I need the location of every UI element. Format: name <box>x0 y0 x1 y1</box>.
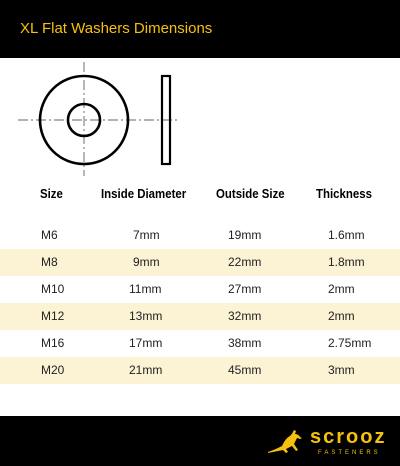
cell-size: M12 <box>41 309 65 323</box>
kangaroo-icon <box>266 428 308 454</box>
cell-inside-diameter: 21mm <box>129 363 163 377</box>
cell-thickness: 1.6mm <box>328 228 365 242</box>
cell-outside-size: 45mm <box>228 363 262 377</box>
cell-outside-size: 38mm <box>228 336 262 350</box>
table-row <box>0 276 400 303</box>
page-header <box>0 0 400 58</box>
table-row <box>0 222 400 249</box>
table-row <box>0 330 400 357</box>
column-header-inside-diameter: Inside Diameter <box>101 186 187 201</box>
column-header-size: Size <box>40 186 63 201</box>
cell-inside-diameter: 9mm <box>133 255 160 269</box>
cell-size: M16 <box>41 336 65 350</box>
brand-tagline: FASTENERS <box>318 450 381 456</box>
page-footer <box>0 416 400 466</box>
cell-outside-size: 22mm <box>228 255 262 269</box>
cell-inside-diameter: 11mm <box>129 282 162 296</box>
brand-name: scrooz <box>310 426 387 448</box>
cell-size: M8 <box>41 255 58 269</box>
cell-thickness: 1.8mm <box>328 255 365 269</box>
cell-inside-diameter: 13mm <box>129 309 163 323</box>
cell-outside-size: 32mm <box>228 309 262 323</box>
brand-logo <box>266 426 396 460</box>
cell-thickness: 2mm <box>328 282 355 296</box>
cell-outside-size: 27mm <box>228 282 262 296</box>
cell-outside-size: 19mm <box>228 228 262 242</box>
table-row <box>0 357 400 384</box>
column-header-outside-size: Outside Size <box>216 186 285 201</box>
washer-diagram <box>0 58 400 180</box>
washer-drawing <box>0 58 400 180</box>
cell-inside-diameter: 17mm <box>129 336 163 350</box>
cell-thickness: 3mm <box>328 363 355 377</box>
cell-size: M10 <box>41 282 65 296</box>
cell-inside-diameter: 7mm <box>133 228 160 242</box>
cell-size: M6 <box>41 228 58 242</box>
page-title: XL Flat Washers Dimensions <box>20 20 213 37</box>
table-body <box>0 222 400 384</box>
table-row <box>0 249 400 276</box>
table-header <box>0 182 400 206</box>
cell-size: M20 <box>41 363 65 377</box>
table-row <box>0 303 400 330</box>
column-header-thickness: Thickness <box>316 186 372 201</box>
cell-thickness: 2mm <box>328 309 355 323</box>
cell-thickness: 2.75mm <box>328 336 372 350</box>
